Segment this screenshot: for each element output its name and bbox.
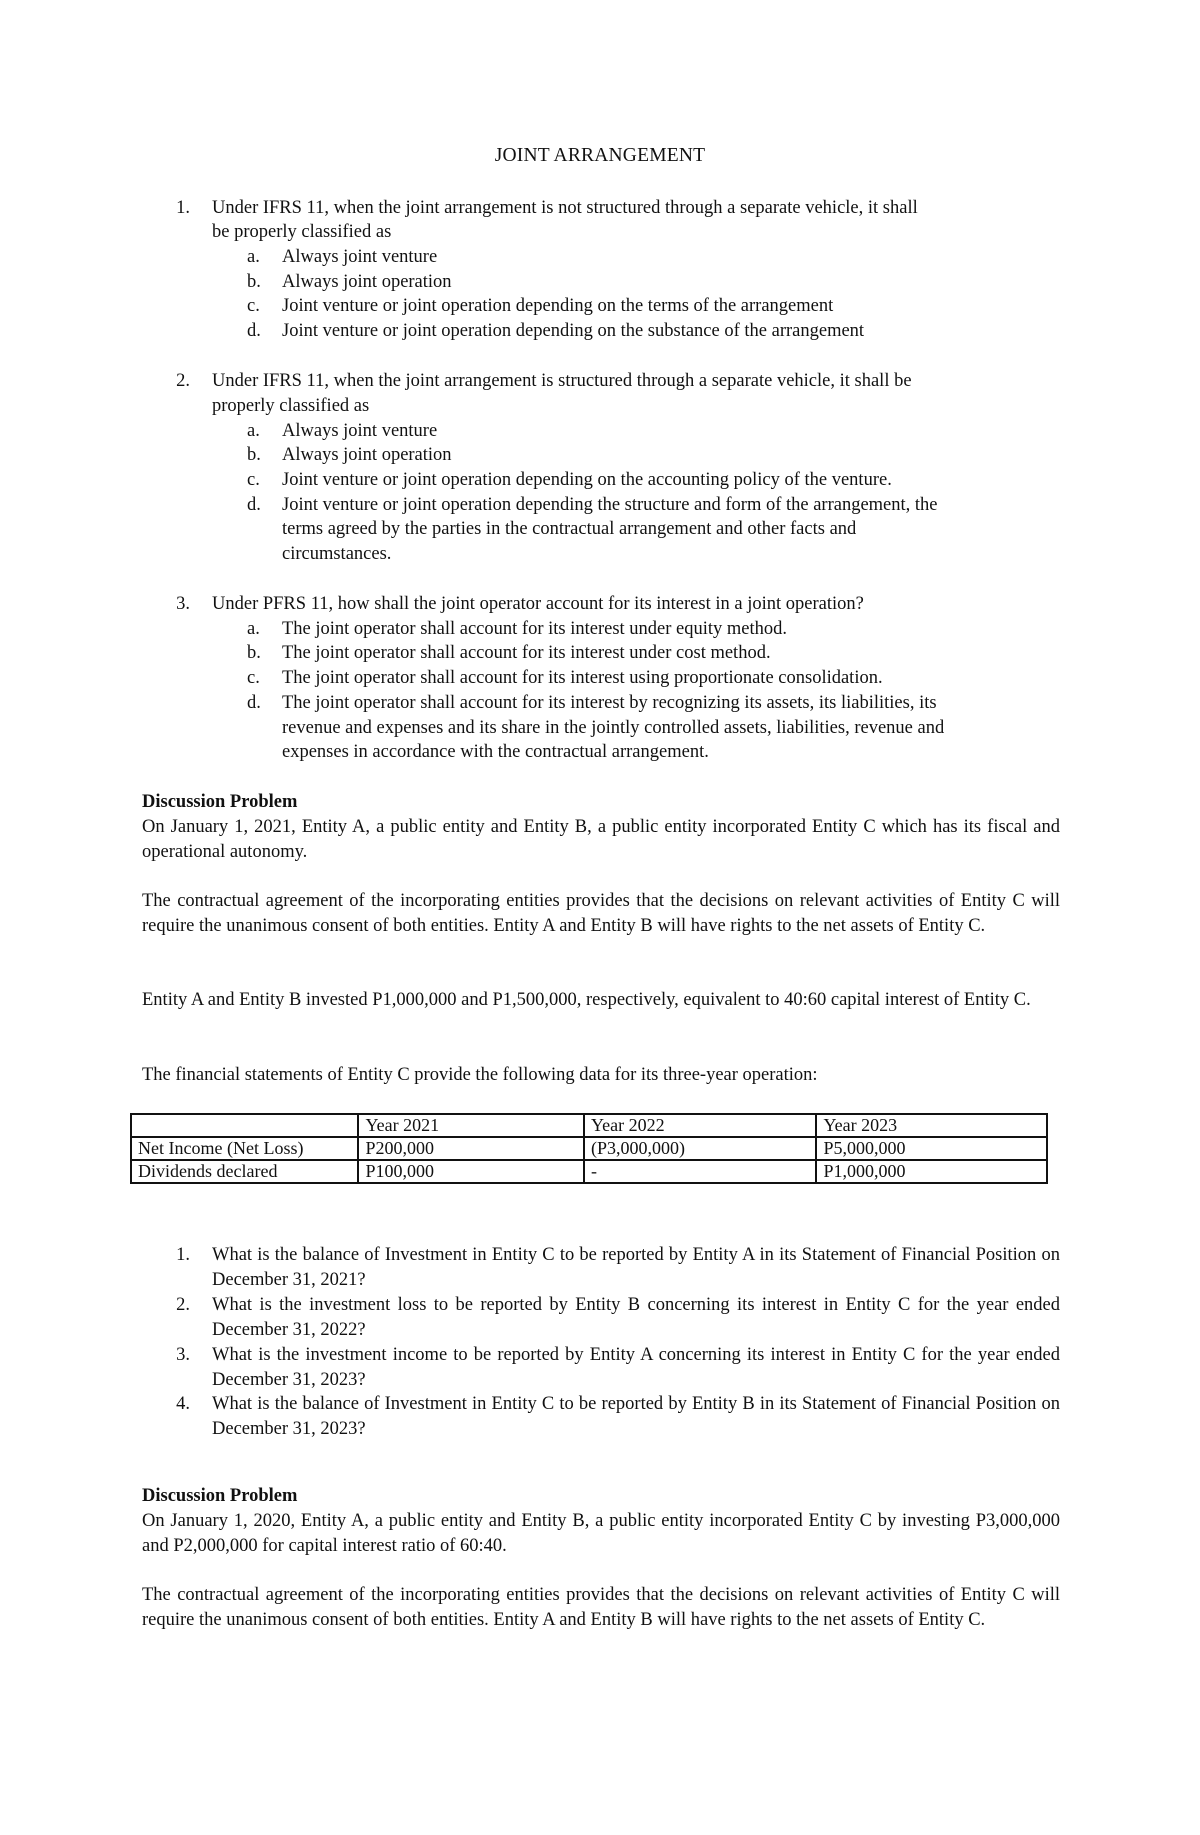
option-letter: d. (247, 693, 261, 713)
option-text: The joint operator shall account for its interest under cost method. (282, 643, 771, 663)
option-text: circumstances. (282, 544, 392, 564)
question-stem-line: Under IFRS 11, when the joint arrangement is not structured through a separate vehicle, it shall (212, 198, 918, 218)
option-letter: b. (247, 445, 261, 465)
question-text: What is the investment income to be reported by Entity A concerning its interest in Entity C for the year ended December 31, 2023? (212, 1345, 1060, 1390)
question-number: 4. (176, 1394, 190, 1414)
table-cell: (P3,000,000) (584, 1137, 817, 1160)
question-stem-line: Under PFRS 11, how shall the joint operator account for its interest in a joint operation? (212, 594, 864, 614)
option-text: Always joint venture (282, 421, 438, 441)
option-letter: d. (247, 321, 261, 341)
paragraph: The financial statements of Entity C provide the following data for its three-year operation: (142, 1065, 818, 1085)
table-cell: P100,000 (358, 1160, 583, 1183)
table-cell: Year 2022 (584, 1114, 817, 1137)
table-cell: P5,000,000 (816, 1137, 1047, 1160)
question-text: What is the balance of Investment in Entity C to be reported by Entity B in its Statement of Financial Position on December 31, 2023? (212, 1394, 1060, 1439)
option-letter: b. (247, 643, 261, 663)
option-text: Joint venture or joint operation depending on the accounting policy of the venture. (282, 470, 892, 490)
option-text: Always joint operation (282, 445, 452, 465)
option-letter: d. (247, 495, 261, 515)
question-stem-line: Under IFRS 11, when the joint arrangement is structured through a separate vehicle, it shall be (212, 371, 912, 391)
table-cell: Net Income (Net Loss) (131, 1137, 358, 1160)
option-text: The joint operator shall account for its interest by recognizing its assets, its liabilities, its (282, 693, 937, 713)
option-text: The joint operator shall account for its interest under equity method. (282, 619, 788, 639)
question-number: 1. (176, 198, 190, 218)
question-number: 2. (176, 371, 190, 391)
paragraph: Entity A and Entity B invested P1,000,000 and P1,500,000, respectively, equivalent to 40:60 capital interest of Entity C. (142, 990, 1031, 1010)
option-text: Joint venture or joint operation depending the structure and form of the arrangement, the (282, 495, 938, 515)
table-cell (131, 1114, 358, 1137)
table-cell: Year 2021 (358, 1114, 583, 1137)
paragraph: On January 1, 2020, Entity A, a public entity and Entity B, a public entity incorporated Entity C by investing P3,000,000 and P2,000,000 for capital interest ratio of 60:40. (142, 1511, 1060, 1556)
option-letter: c. (247, 296, 260, 316)
option-letter: b. (247, 272, 261, 292)
table-row (131, 1137, 1047, 1160)
option-text: revenue and expenses and its share in the jointly controlled assets, liabilities, revenue and (282, 718, 945, 738)
paragraph: The contractual agreement of the incorporating entities provides that the decisions on relevant activities of Entity C will require the unanimous consent of both entities. Entity A and Entity B will have rights to the net assets of Entity C. (142, 891, 1060, 936)
option-letter: a. (247, 619, 260, 639)
question-number: 3. (176, 594, 190, 614)
question-text: What is the balance of Investment in Entity C to be reported by Entity A in its Statement of Financial Position on December 31, 2021? (212, 1245, 1060, 1290)
page-title: JOINT ARRANGEMENT (494, 145, 706, 166)
question-text: What is the investment loss to be reported by Entity B concerning its interest in Entity C for the year ended December 31, 2022? (212, 1295, 1060, 1340)
option-text: Joint venture or joint operation depending on the substance of the arrangement (282, 321, 865, 341)
table-cell: - (584, 1160, 817, 1183)
section-heading: Discussion Problem (142, 792, 298, 812)
paragraph: On January 1, 2021, Entity A, a public entity and Entity B, a public entity incorporated Entity C which has its fiscal and operational autonomy. (142, 817, 1060, 862)
option-letter: c. (247, 668, 260, 688)
option-letter: c. (247, 470, 260, 490)
table-cell: P1,000,000 (816, 1160, 1047, 1183)
question-number: 1. (176, 1245, 190, 1265)
paragraph: The contractual agreement of the incorporating entities provides that the decisions on relevant activities of Entity C will require the unanimous consent of both entities. Entity A and Entity B will have rights to the net assets of Entity C. (142, 1585, 1060, 1630)
table-header-row (131, 1114, 1047, 1137)
question-number: 3. (176, 1345, 190, 1365)
table-cell: Year 2023 (816, 1114, 1047, 1137)
table-cell: Dividends declared (131, 1160, 358, 1183)
option-text: expenses in accordance with the contractual arrangement. (282, 742, 709, 762)
financial-data-table (130, 1113, 1048, 1184)
question-stem-line: be properly classified as (212, 222, 392, 242)
option-letter: a. (247, 421, 260, 441)
question-stem-line: properly classified as (212, 396, 370, 416)
question-number: 2. (176, 1295, 190, 1315)
option-text: Always joint venture (282, 247, 438, 267)
table-cell: P200,000 (358, 1137, 583, 1160)
table-row (131, 1160, 1047, 1183)
section-heading: Discussion Problem (142, 1486, 298, 1506)
option-text: The joint operator shall account for its interest using proportionate consolidation. (282, 668, 883, 688)
option-letter: a. (247, 247, 260, 267)
option-text: terms agreed by the parties in the contractual arrangement and other facts and (282, 519, 857, 539)
option-text: Joint venture or joint operation depending on the terms of the arrangement (282, 296, 834, 316)
option-text: Always joint operation (282, 272, 452, 292)
